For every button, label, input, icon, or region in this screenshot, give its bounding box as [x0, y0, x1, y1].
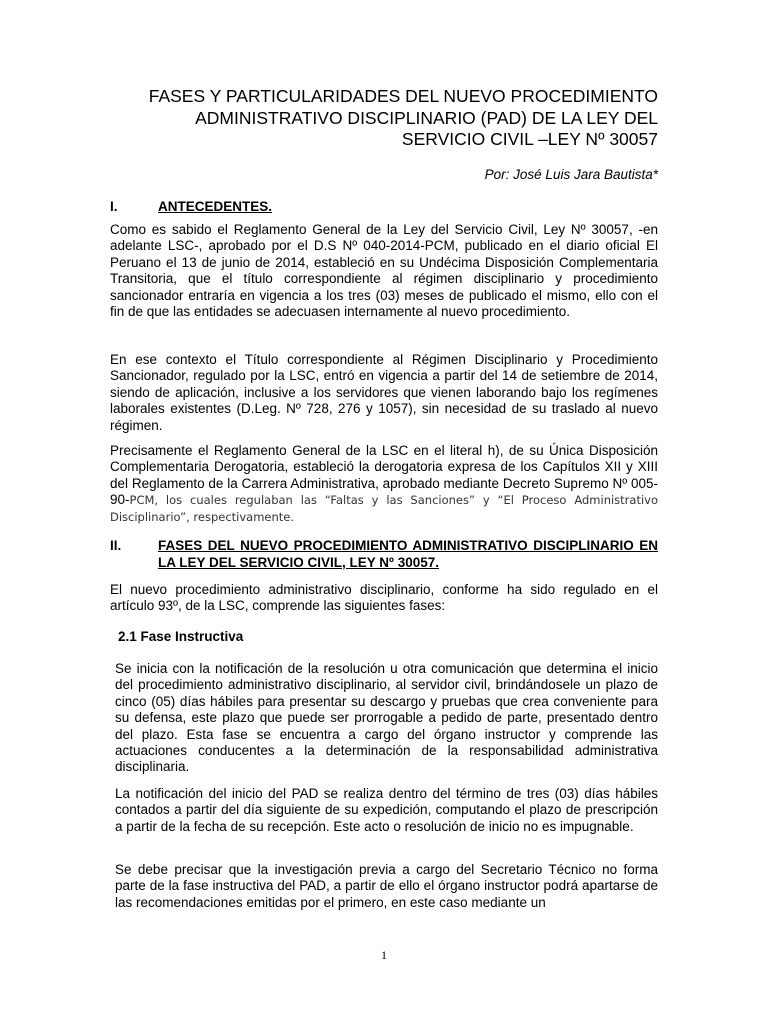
section-1-paragraph-3-main: Precisamente el Reglamento General de la LSC en el literal h), de su Única Disposición Complementaria Derogatoria, estableció la derogatoria expresa de los Capítulos XII y XIII del Reglamento de la Carrera Administrativa, aprobado mediante Decreto Supremo Nº 005-90-: [110, 443, 658, 508]
section-2-paragraph-4: Se debe precisar que la investigación previa a cargo del Secretario Técnico no forma parte de la fase instructiva del PAD, a partir de ello el órgano instructor podrá apartarse de las recomendaciones emitidas por el primero, en este caso mediante un: [115, 862, 658, 910]
section-2-paragraph-1: El nuevo procedimiento administrativo disciplinario, conforme ha sido regulado en el artículo 93º, de la LSC, comprende las siguientes fases:: [110, 582, 658, 614]
section-2-title: FASES DEL NUEVO PROCEDIMIENTO ADMINISTRATIVO DISCIPLINARIO EN LA LEY DEL SERVICIO CIVIL, LEY Nº 30057.: [158, 538, 658, 570]
author-byline: Por: José Luis Jara Bautista*: [484, 167, 658, 182]
section-1-heading: [110, 198, 658, 216]
title-line-3: SERVICIO CIVIL –LEY Nº 30057: [401, 129, 658, 149]
title-line-1: FASES Y PARTICULARIDADES DEL NUEVO PROCEDIMIENTO: [148, 86, 658, 106]
section-2-number: II.: [110, 538, 122, 553]
section-1-number: I.: [110, 199, 118, 214]
section-1-title: ANTECEDENTES.: [158, 199, 273, 214]
section-1-paragraph-2: En ese contexto el Título correspondiente al Régimen Disciplinario y Procedimiento Sancionador, regulado por la LSC, entró en vigencia a partir del 14 de setiembre de 2014, siendo de aplicación, inclusive a los servidores que vienen laborando bajo los regímenes laborales existentes (D.Leg. Nº 728, 276 y 1057), sin necesidad de su traslado al nuevo régimen.: [110, 352, 658, 433]
document-title: [100, 86, 658, 151]
section-1-paragraph-3-tail: PCM, los cuales regulaban las “Faltas y las Sanciones” y “El Proceso Administrativo Disciplinario”, respectivamente.: [110, 493, 658, 524]
section-1-paragraph-3: [110, 443, 658, 525]
subsection-2-1-heading: 2.1 Fase Instructiva: [118, 629, 244, 644]
section-1-paragraph-1: Como es sabido el Reglamento General de la Ley del Servicio Civil, Ley Nº 30057, -en adelante LSC-, aprobado por el D.S Nº 040-2014-PCM, publicado en el diario oficial El Peruano el 13 de junio de 2014, estableció en su Undécima Disposición Complementaria Transitoria, que el título correspondiente al régimen disciplinario y procedimiento sancionador entraría en vigencia a los tres (03) meses de publicado el mismo, ello con el fin de que las entidades se adecuasen internamente al nuevo procedimiento.: [110, 222, 658, 320]
page-number: 1: [381, 948, 387, 962]
section-2-paragraph-3: La notificación del inicio del PAD se realiza dentro del término de tres (03) días hábiles contados a partir del día siguiente de su expedición, computando el plazo de prescripción a partir de la fecha de su recepción. Este acto o resolución de inicio no es impugnable.: [115, 786, 658, 834]
section-2-heading: [110, 537, 658, 571]
title-line-2: ADMINISTRATIVO DISCIPLINARIO (PAD) DE LA LEY DEL: [195, 107, 658, 128]
section-2-paragraph-2: Se inicia con la notificación de la resolución u otra comunicación que determina el inicio del procedimiento administrativo disciplinario, al servidor civil, brindándosele un plazo de cinco (05) días hábiles para presentar su descargo y pruebas que crea conveniente para su defensa, este plazo que puede ser prorrogable a pedido de parte, presentado dentro del plazo. Esta fase se encuentra a cargo del órgano instructor y comprende las actuaciones conducentes a la determinación de la responsabilidad administrativa disciplinaria.: [115, 661, 658, 775]
